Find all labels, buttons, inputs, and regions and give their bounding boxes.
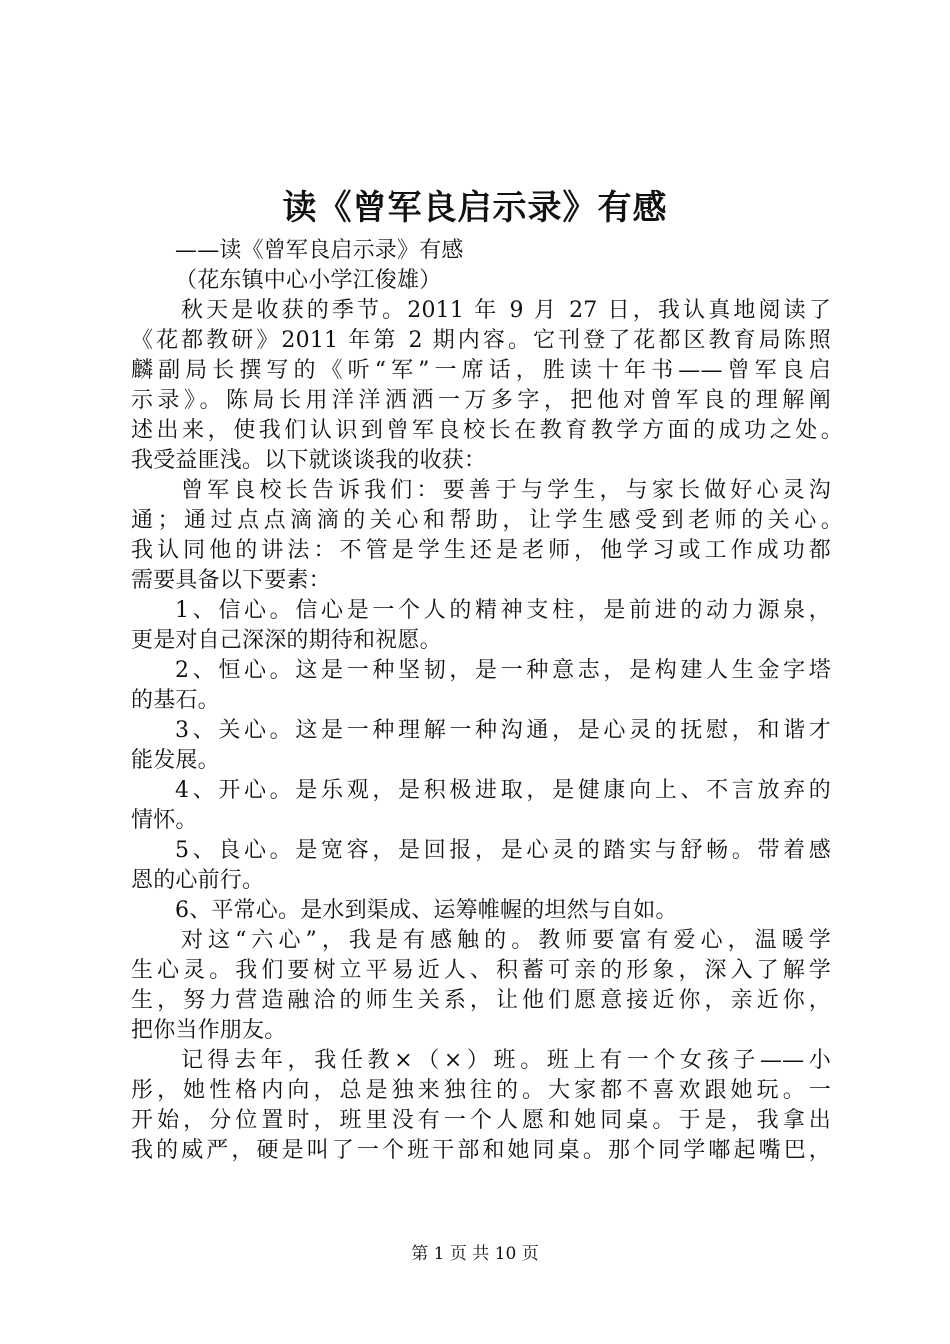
paragraph-line: 麟副局长撰写的《听“军”一席话，胜读十年书——曾军良启 [131, 358, 831, 383]
list-item-line: 3、关心。这是一种理解一种沟通，是心灵的抚慰，和谐才 [175, 718, 831, 743]
paragraph-line: 示录》。陈局长用洋洋洒洒一万多字，把他对曾军良的理解阐 [131, 388, 831, 413]
paragraph-line: 秋天是收获的季节。2011 年 9 月 27 日，我认真地阅读了 [181, 298, 831, 323]
list-item-line: 2、恒心。这是一种坚韧，是一种意志，是构建人生金字塔 [175, 658, 831, 683]
paragraph-line: 需要具备以下要素： [131, 568, 331, 593]
list-item-line: 能发展。 [131, 748, 220, 773]
list-item-line: 情怀。 [131, 808, 198, 833]
document-author: （花东镇中心小学江俊雄） [175, 268, 442, 293]
paragraph-line: 开始，分位置时，班里没有一个人愿和她同桌。于是，我拿出 [131, 1108, 831, 1133]
list-item-line: 1、信心。信心是一个人的精神支柱，是前进的动力源泉， [175, 598, 831, 623]
list-item-line: 6、平常心。是水到渠成、运筹帷幄的坦然与自如。 [175, 898, 678, 923]
paragraph-line: 记得去年，我任教×（×）班。班上有一个女孩子——小 [181, 1048, 831, 1073]
document-subtitle: ——读《曾军良启示录》有感 [175, 238, 464, 263]
paragraph-line: 我受益匪浅。以下就谈谈我的收获： [131, 448, 487, 473]
paragraph-line: 生心灵。我们要树立平易近人、积蓄可亲的形象，深入了解学 [131, 958, 831, 983]
document-title: 读《曾军良启示录》有感 [282, 188, 668, 228]
paragraph-line: 彤，她性格内向，总是独来独往的。大家都不喜欢跟她玩。一 [131, 1078, 831, 1103]
paragraph-line: 把你当作朋友。 [131, 1018, 287, 1043]
paragraph-line: 对这“六心”，我是有感触的。教师要富有爱心，温暖学 [181, 928, 831, 953]
document-body [131, 236, 843, 1166]
paragraph-line: 我认同他的讲法：不管是学生还是老师，他学习或工作成功都 [131, 538, 831, 563]
paragraph-line: 《花都教研》2011 年第 2 期内容。它刊登了花都区教育局陈照 [131, 328, 831, 353]
list-item-line: 更是对自己深深的期待和祝愿。 [131, 628, 442, 653]
list-item-line: 4、开心。是乐观，是积极进取，是健康向上、不言放弃的 [175, 778, 831, 803]
paragraph-line: 述出来，使我们认识到曾军良校长在教育教学方面的成功之处。 [131, 418, 843, 443]
paragraph-line: 生，努力营造融洽的师生关系，让他们愿意接近你，亲近你， [131, 988, 831, 1013]
paragraph-line: 通；通过点点滴滴的关心和帮助，让学生感受到老师的关心。 [131, 508, 843, 533]
paragraph-line: 曾军良校长告诉我们：要善于与学生，与家长做好心灵沟 [181, 478, 831, 503]
list-item-line: 的基石。 [131, 688, 220, 713]
list-item-line: 5、良心。是宽容，是回报，是心灵的踏实与舒畅。带着感 [175, 838, 831, 863]
list-item-line: 恩的心前行。 [131, 868, 265, 893]
paragraph-line: 我的威严，硬是叫了一个班干部和她同桌。那个同学嘟起嘴巴， [131, 1138, 831, 1163]
page-number-footer: 第 1 页 共 10 页 [411, 1244, 539, 1264]
